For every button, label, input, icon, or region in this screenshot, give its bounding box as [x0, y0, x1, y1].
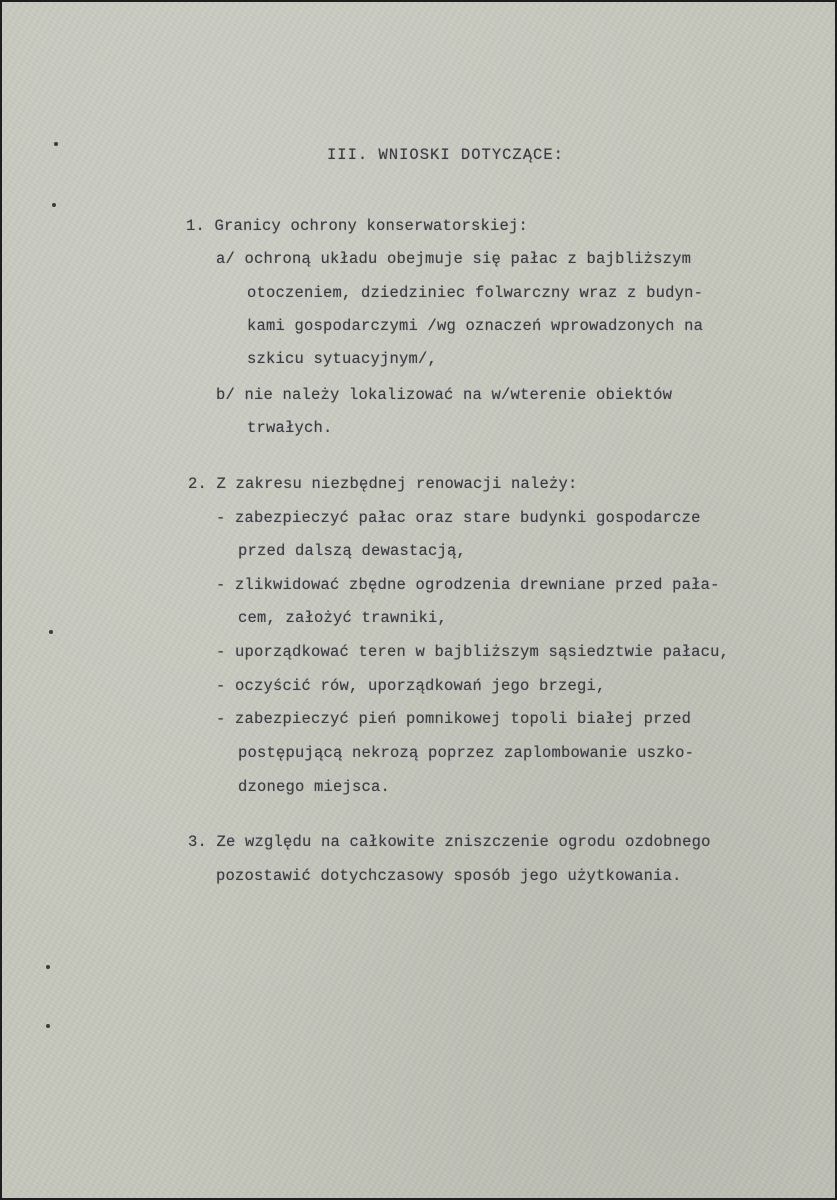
- item-a-line-3: kami gospodarczymi /wg oznaczeń wprowadzonych na: [247, 317, 704, 335]
- bullet-line-6: - oczyścić rów, uporządkowań jego brzegi,: [216, 677, 606, 695]
- bullet-line-9: dzonego miejsca.: [238, 778, 391, 796]
- bullet-line-4: cem, założyć trawniki,: [238, 609, 448, 627]
- section-2-title: 2. Z zakresu niezbędnej renowacji należy:: [188, 475, 578, 493]
- punch-mark: [54, 142, 58, 146]
- section-heading: III. WNIOSKI DOTYCZĄCE:: [327, 146, 564, 164]
- item-a-line-4: szkicu sytuacyjnym/,: [247, 350, 438, 368]
- bullet-line-7: - zabezpieczyć pień pomnikowej topoli białej przed: [216, 710, 692, 728]
- bullet-line-5: - uporządkować teren w bajbliższym sąsiedztwie pałacu,: [216, 643, 730, 661]
- section-1-title: 1. Granicy ochrony konserwatorskiej:: [186, 217, 529, 235]
- section-3-line-2: pozostawić dotychczasowy sposób jego użytkowania.: [216, 867, 682, 885]
- bullet-line-1: - zabezpieczyć pałac oraz stare budynki gospodarcze: [216, 509, 701, 527]
- punch-mark: [46, 1024, 50, 1028]
- item-a-line-1: a/ ochroną układu obejmuje się pałac z bajbliższym: [216, 250, 692, 268]
- punch-mark: [49, 630, 53, 634]
- bullet-line-2: przed dalszą dewastacją,: [238, 542, 467, 560]
- bullet-line-3: - zlikwidować zbędne ogrodzenia drewniane przed pała-: [216, 576, 720, 594]
- item-b-line-2: trwałych.: [247, 419, 333, 437]
- bullet-line-8: postępującą nekrozą poprzez zaplombowanie uszko-: [238, 744, 695, 762]
- item-b-line-1: b/ nie należy lokalizować na w/wterenie obiektów: [216, 386, 673, 404]
- punch-mark: [52, 203, 56, 207]
- punch-mark: [46, 965, 50, 969]
- item-a-line-2: otoczeniem, dziedziniec folwarczny wraz z budyn-: [247, 284, 704, 302]
- section-3-line-1: 3. Ze względu na całkowite zniszczenie ogrodu ozdobnego: [188, 833, 711, 851]
